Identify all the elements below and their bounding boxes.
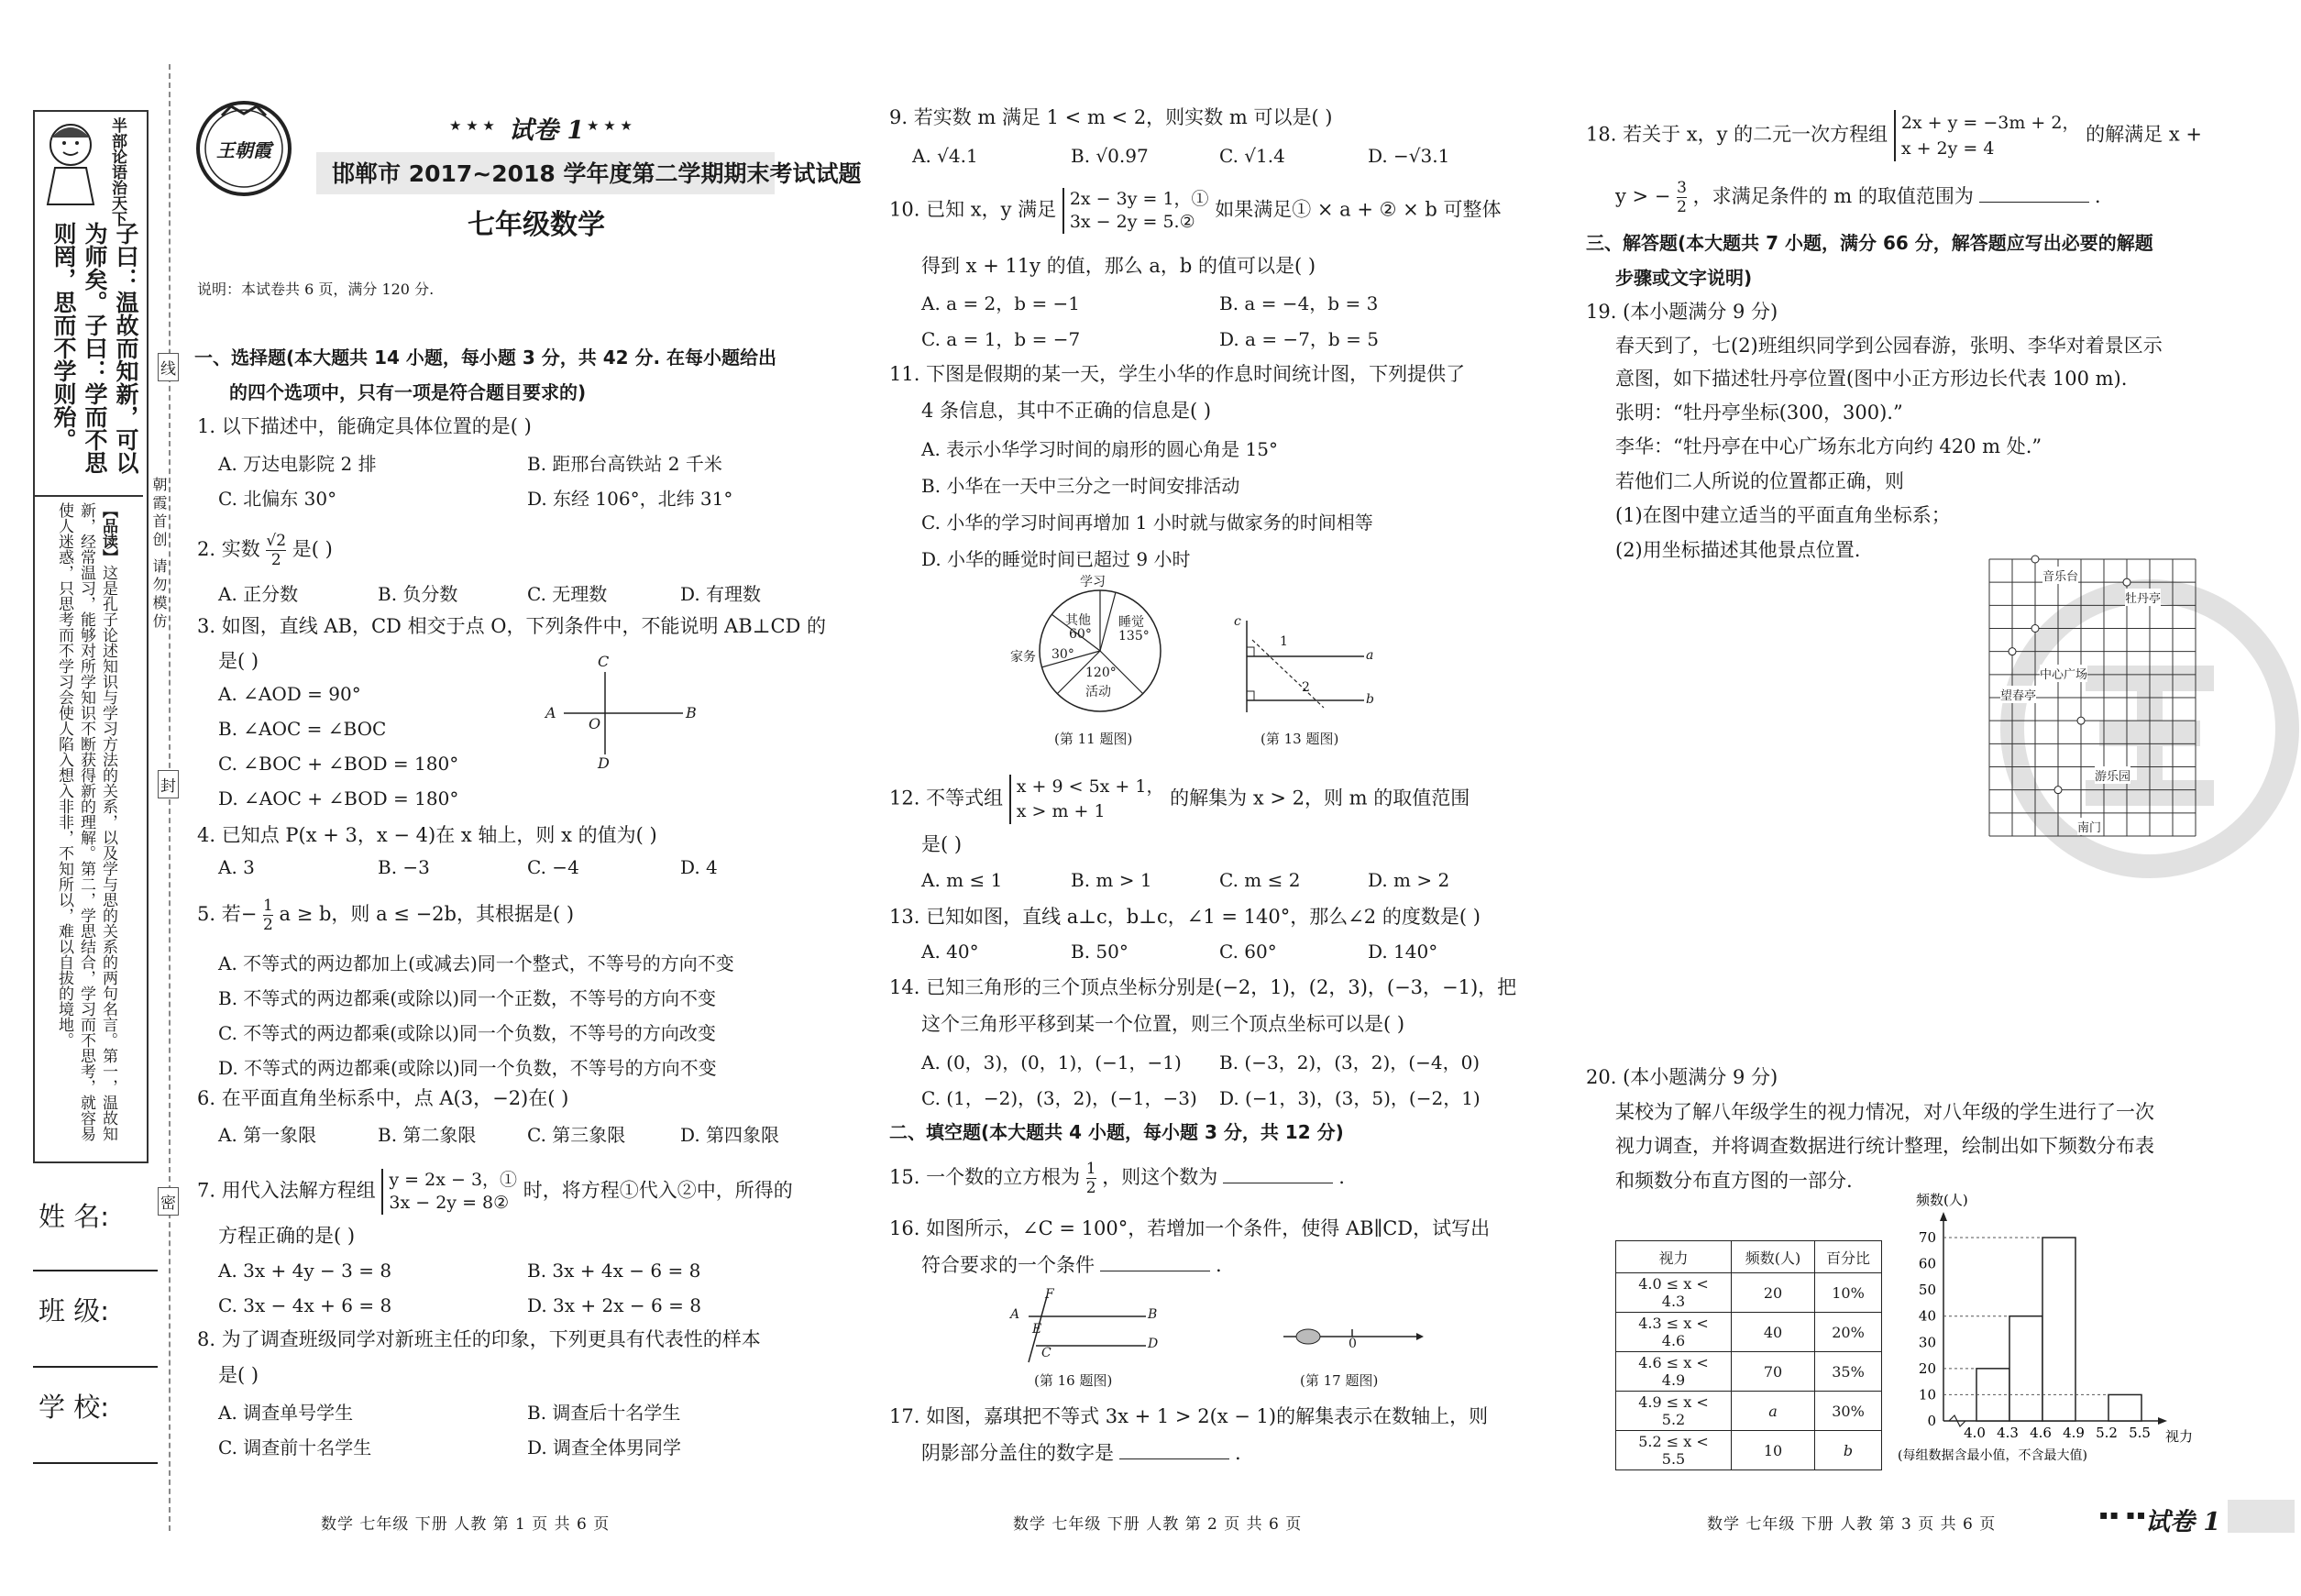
q12-stem [889, 775, 1470, 824]
sidebar-commentary [53, 502, 119, 1144]
q12-suffix: 的解集为 x > 2，则 m 的取值范围 [1170, 787, 1470, 809]
table-cell: 35% [1815, 1352, 1882, 1392]
map-label-music: 音乐台 [2042, 567, 2078, 584]
q2-option-d[interactable]: D. 有理数 [680, 583, 762, 605]
q18-eq2: x + 2y = 4 [1900, 138, 1995, 159]
q10-eq1: 2x − 3y = 1，① [1069, 189, 1209, 209]
seal-mark-3: 密 [158, 1187, 179, 1216]
q15-frac-den: 2 [1085, 1179, 1096, 1197]
q1-stem: 1. 以下描述中，能确定具体位置的是( ) [197, 415, 532, 437]
q6-option-d[interactable]: D. 第四象限 [680, 1124, 780, 1146]
histogram-note: (每组数据含最小值，不含最大值) [1898, 1448, 2087, 1463]
fig11-label-activity-deg: 120° [1085, 666, 1117, 680]
fig11-label-sleep-deg: 135° [1118, 629, 1150, 644]
table-row [1616, 1273, 1882, 1313]
fig11-pie-chart [999, 576, 1183, 722]
q7-prefix: 7. 用代入法解方程组 [197, 1179, 376, 1202]
q9-option-d[interactable]: D. −√3.1 [1368, 145, 1450, 167]
map-label-peony: 牡丹亭 [2125, 589, 2161, 606]
table-cell: 10% [1815, 1273, 1882, 1313]
q19-heading: 19. (本小题满分 9 分) [1586, 301, 1778, 323]
school-field[interactable] [33, 1462, 158, 1464]
fig11-label-other-deg: 60° [1069, 627, 1092, 642]
q3-option-a[interactable]: A. ∠AOD = 90° [218, 683, 361, 705]
fig16-label-b: B [1148, 1307, 1158, 1322]
q8-option-d[interactable]: D. 调查全体男同学 [527, 1436, 682, 1458]
q8-option-c[interactable]: C. 调查前十名学生 [218, 1436, 372, 1458]
q14-stem-cont: 这个三角形平移到某一个位置，则三个顶点坐标可以是( ) [921, 1013, 1405, 1035]
fig11-caption: (第 11 题图) [1054, 731, 1133, 747]
table-cell: 40 [1732, 1313, 1815, 1352]
header-tag-stars-icon: ★ ★ ★ [449, 117, 495, 134]
brand-logo-text: 王朝霞 [216, 139, 271, 161]
table-cell: 4.0 ≤ x < 4.3 [1616, 1273, 1732, 1313]
q15-fraction [1086, 1160, 1096, 1197]
q19-map-grid [1989, 559, 2196, 836]
q18-stem-cont: y > − $\frac{3}{2}$ ，求满足条件的 m 的取值范围为 . [1615, 179, 2101, 216]
histogram-y-tick: 50 [1918, 1282, 1936, 1299]
table-cell: 30% [1815, 1392, 1882, 1431]
q18-frac-num: 3 [1677, 179, 1687, 197]
histogram-y-tick: 30 [1918, 1334, 1936, 1351]
q12-option-d[interactable]: D. m > 2 [1368, 869, 1450, 891]
exam-note: 说明：本试卷共 6 页，满分 120 分. [197, 281, 435, 298]
fig16-label-a: A [1010, 1307, 1020, 1322]
fig11-label-sleep: 睡觉 [1118, 615, 1144, 630]
q5-frac-den: 2 [263, 916, 273, 934]
fig16-figure [1008, 1287, 1173, 1364]
footer-paper-tag: 试卷 1 [2145, 1508, 2221, 1536]
fig13-label-1: 1 [1280, 634, 1288, 649]
q18-system [1894, 110, 2080, 161]
q14-stem: 14. 已知三角形的三个顶点坐标分别是(−2，1)，(2，3)，(−3，−1)，把 [889, 976, 1517, 998]
map-label-wangchun: 望春亭 [2000, 686, 2036, 703]
sidebar-divider [35, 495, 143, 497]
school-label: 学 校: [39, 1392, 109, 1423]
q13-option-b[interactable]: B. 50° [1071, 941, 1128, 963]
histogram-y-tick: 20 [1918, 1359, 1936, 1377]
fig11-label-activity: 活动 [1085, 685, 1111, 699]
table-header-row [1616, 1241, 1882, 1273]
sidebar-motto-tag: 半部论语治天下 [108, 117, 127, 226]
q1-option-b[interactable]: B. 距邢台高铁站 2 千米 [527, 453, 722, 475]
histogram-bar [2042, 1238, 2075, 1421]
class-field[interactable] [33, 1366, 158, 1368]
section1-heading: 一、选择题(本大题共 14 小题，每小题 3 分，共 42 分. 在每小题给出 [194, 347, 777, 369]
section3-heading: 三、解答题(本大题共 7 小题，满分 66 分，解答题应写出必要的解题 [1586, 232, 2153, 254]
fig17-zero-label: 0 [1349, 1337, 1357, 1351]
map-point-peony [2123, 578, 2130, 586]
fig17-caption: (第 17 题图) [1300, 1372, 1379, 1389]
fig16-label-c: C [1041, 1346, 1051, 1360]
q10-option-d[interactable]: D. a = −7，b = 5 [1219, 328, 1379, 350]
q7-option-b[interactable]: B. 3x + 4x − 6 = 8 [527, 1260, 701, 1282]
q4-option-a[interactable]: A. 3 [218, 856, 255, 878]
q9-option-b[interactable]: B. √0.97 [1071, 145, 1149, 167]
q7-eq1: y = 2x − 3，① [389, 1170, 518, 1190]
q2-option-b[interactable]: B. 负分数 [378, 583, 458, 605]
q2-option-a[interactable]: A. 正分数 [218, 583, 299, 605]
q7-option-a[interactable]: A. 3x + 4y − 3 = 8 [218, 1260, 392, 1282]
q1-option-d[interactable]: D. 东经 106°，北纬 31° [527, 488, 733, 510]
map-point-center [2031, 625, 2039, 633]
fig13-caption: (第 13 题图) [1261, 731, 1339, 747]
histogram-x-tick: 5.5 [2129, 1425, 2151, 1441]
q4-stem: 4. 已知点 P(x + 3，x − 4)在 x 轴上，则 x 的值为( ) [197, 824, 657, 846]
table-row [1616, 1313, 1882, 1352]
histogram-y-tick: 0 [1927, 1413, 1936, 1429]
seal-mark-2: 封 [158, 770, 179, 798]
q19-line4: 李华：“牡丹亭在中心广场东北方向约 420 m 处.” [1615, 435, 2042, 457]
table-cell: 20% [1815, 1313, 1882, 1352]
q19-line7: (2)用坐标描述其他景点位置. [1615, 539, 1861, 561]
sidebar-quote: 子曰：温故而知新，可以为师矣。子曰：学而不思则罔，思而不学则殆。 [50, 222, 139, 474]
q5-prefix: 5. 若− [197, 903, 258, 925]
fig13-label-b: b [1366, 692, 1374, 707]
q14-option-d[interactable]: D. (−1，3)，(3，5)，(−2，1) [1219, 1087, 1481, 1109]
q3-option-d[interactable]: D. ∠AOC + ∠BOD = 180° [218, 787, 459, 809]
fig11-label-other: 其他 [1065, 613, 1091, 628]
q3-label-a: A [545, 704, 556, 721]
q2-suffix: 是( ) [292, 538, 333, 560]
map-point-music [2031, 556, 2039, 563]
exam-title: 邯郸市 2017~2018 学年度第二学期期末考试试题 [332, 160, 862, 187]
table-cell: 5.2 ≤ x < 5.5 [1616, 1431, 1732, 1470]
table-cell: a [1732, 1392, 1815, 1431]
q18-frac-den: 2 [1677, 198, 1687, 216]
q5-frac-num: 1 [263, 897, 273, 915]
histogram-x-tick: 4.9 [2063, 1425, 2085, 1441]
q10-stem-cont: 得到 x + 11y 的值，那么 a，b 的值可以是( ) [921, 255, 1316, 277]
histogram-y-label: 频数(人) [1916, 1192, 1968, 1208]
q17-stem-text: 阴影部分盖住的数字是 [921, 1442, 1114, 1464]
q20-line2: 视力调查，并将调查数据进行统计整理，绘制出如下频数分布表 [1615, 1135, 2154, 1157]
page2-footer: 数学 七年级 下册 人教 第 2 页 共 6 页 [1013, 1515, 1303, 1534]
q10-eq2: 3x − 2y = 5.② [1069, 212, 1195, 232]
histogram-chart [1888, 1192, 2200, 1494]
q9-option-a[interactable]: A. √4.1 [912, 145, 978, 167]
name-field[interactable] [33, 1270, 158, 1271]
q11-stem-cont: 4 条信息，其中不正确的信息是( ) [921, 400, 1212, 422]
q6-option-a[interactable]: A. 第一象限 [218, 1124, 317, 1146]
histogram-x-tick: 5.2 [2096, 1425, 2118, 1441]
q8-option-b[interactable]: B. 调查后十名学生 [527, 1402, 681, 1424]
q5-fraction [263, 897, 273, 934]
q7-system [381, 1169, 517, 1215]
q8-stem-cont: 是( ) [218, 1364, 259, 1386]
histogram-y-tick: 60 [1918, 1255, 1936, 1272]
q5-option-b[interactable]: B. 不等式的两边都乘(或除以)同一个正数，不等号的方向不变 [218, 987, 717, 1009]
q18-prefix: 18. 若关于 x，y 的二元一次方程组 [1586, 123, 1888, 146]
map-point-amuse [2077, 717, 2085, 724]
q3-option-b[interactable]: B. ∠AOC = ∠BOC [218, 718, 387, 740]
histogram-y-tick: 40 [1918, 1307, 1936, 1325]
q6-option-b[interactable]: B. 第二象限 [378, 1124, 477, 1146]
q2-frac-den: 2 [270, 551, 281, 569]
q9-stem: 9. 若实数 m 满足 1 < m < 2，则实数 m 可以是( ) [889, 106, 1333, 128]
q10-system [1062, 188, 1209, 234]
footer-tag-bar [2228, 1500, 2295, 1533]
q14-option-b[interactable]: B. (−3，2)，(3，2)，(−4，0) [1219, 1051, 1481, 1073]
q10-option-b[interactable]: B. a = −4，b = 3 [1219, 292, 1379, 314]
q7-option-c[interactable]: C. 3x − 4x + 6 = 8 [218, 1294, 392, 1316]
frequency-table [1615, 1240, 1882, 1470]
table-cell: 20 [1732, 1273, 1815, 1313]
q17-answer-blank[interactable] [1119, 1458, 1229, 1459]
q12-system [1009, 775, 1164, 824]
q4-option-d[interactable]: D. 4 [680, 856, 718, 878]
q14-option-c[interactable]: C. (1，−2)，(3，2)，(−1，−3) [921, 1087, 1197, 1109]
table-row [1616, 1431, 1882, 1470]
q3-figure [541, 653, 706, 777]
q20-heading: 20. (本小题满分 9 分) [1586, 1066, 1778, 1088]
q1-option-a[interactable]: A. 万达电影院 2 排 [218, 453, 377, 475]
q4-option-c[interactable]: C. −4 [527, 856, 579, 878]
q18-cont-suffix: ，求满足条件的 m 的取值范围为 [1692, 185, 1974, 207]
q15-stem: 15. 一个数的立方根为 $\frac{1}{2}$ ，则这个数为 . [889, 1160, 1345, 1197]
brand-vertical-text: 朝霞首创 请勿模仿 [150, 477, 168, 633]
q10-option-c[interactable]: C. a = 1，b = −7 [921, 328, 1081, 350]
q1-option-c[interactable]: C. 北偏东 30° [218, 488, 337, 510]
q3-stem-cont: 是( ) [218, 650, 259, 672]
histogram-y-tick: 10 [1918, 1386, 1936, 1403]
table-header-cell: 频数(人) [1732, 1241, 1815, 1273]
sidebar-commentary-text: 这是孔子论述知识与学习方法的关系，以及学与思的关系的两句名言。第一，温故知新，经常温习，能够对所学知识不断获得新的理解。第二，学思结合，学习而不思考，就容易使人迷惑，只思考而不学习会使人陷入想入非非，不知所以，难以自拔的境地。 [55, 502, 117, 1141]
q5-option-d[interactable]: D. 不等式的两边都乘(或除以)同一个负数，不等号的方向不变 [218, 1057, 717, 1079]
q2-frac-num: √2 [266, 532, 287, 550]
fig16-label-d: D [1148, 1337, 1159, 1351]
histogram-x-arrow-icon [2158, 1417, 2167, 1425]
q10-suffix: 如果满足① × a + ② × b 可整体 [1215, 198, 1502, 221]
q12-eq2: x > m + 1 [1016, 801, 1106, 821]
q13-option-a[interactable]: A. 40° [921, 941, 979, 963]
q15-suffix: ，则这个数为 [1102, 1166, 1218, 1188]
q3-label-b: B [686, 704, 697, 721]
q19-line1: 春天到了，七(2)班组织同学到公园春游，张明、李华对着景区示 [1615, 335, 2163, 357]
fig13-figure [1228, 616, 1375, 717]
table-cell: 70 [1732, 1352, 1815, 1392]
page3-footer: 数学 七年级 下册 人教 第 3 页 共 6 页 [1707, 1515, 1997, 1534]
name-label: 姓 名: [39, 1201, 109, 1232]
table-cell: b [1815, 1431, 1882, 1470]
fig16-caption: (第 16 题图) [1034, 1372, 1113, 1389]
table-row [1616, 1392, 1882, 1431]
table-cell: 4.6 ≤ x < 4.9 [1616, 1352, 1732, 1392]
q17-stem: 17. 如图，嘉琪把不等式 3x + 1 > 2(x − 1)的解集表示在数轴上，则 [889, 1405, 1489, 1427]
table-cell: 4.3 ≤ x < 4.6 [1616, 1313, 1732, 1352]
map-label-center: 中心广场 [2040, 665, 2087, 682]
sidebar-commentary-title: 【品读】 [99, 502, 117, 565]
q16-stem-cont: 符合要求的一个条件 . [921, 1254, 1222, 1276]
q18-cont-prefix: y > − [1615, 185, 1671, 207]
q17-stem-cont: 阴影部分盖住的数字是 . [921, 1442, 1241, 1464]
q2-option-c[interactable]: C. 无理数 [527, 583, 608, 605]
table-header-cell: 视力 [1616, 1241, 1732, 1273]
table-row [1616, 1352, 1882, 1392]
sidebar-mascot-icon [39, 117, 103, 209]
fig11-label-chores: 家务 [1010, 650, 1036, 665]
histogram-x-tick: 4.6 [2030, 1425, 2052, 1441]
q3-option-c[interactable]: C. ∠BOC + ∠BOD = 180° [218, 753, 459, 775]
fig13-label-2: 2 [1302, 680, 1310, 695]
section1-heading-cont: 的四个选项中，只有一项是符合题目要求的) [229, 381, 587, 403]
section2-heading: 二、填空题(本大题共 4 小题，每小题 3 分，共 12 分) [889, 1121, 1344, 1143]
q10-stem [889, 188, 1502, 234]
q11-option-d[interactable]: D. 小华的睡觉时间已超过 9 小时 [921, 548, 1191, 570]
q11-option-a[interactable]: A. 表示小华学习时间的扇形的圆心角是 15° [921, 438, 1278, 460]
histogram-bar [2009, 1316, 2042, 1421]
paper-tag: 试卷 1 [509, 116, 585, 145]
q18-stem [1586, 110, 2202, 161]
q6-option-c[interactable]: C. 第三象限 [527, 1124, 626, 1146]
footer-dots-icon: ▪▪ ▪▪ [2099, 1508, 2148, 1523]
q12-stem-cont: 是( ) [921, 833, 963, 855]
q12-prefix: 12. 不等式组 [889, 787, 1004, 809]
q6-stem: 6. 在平面直角坐标系中，点 A(3，−2)在( ) [197, 1087, 569, 1109]
q19-line5: 若他们二人所说的位置都正确，则 [1615, 470, 1904, 492]
q9-option-c[interactable]: C. √1.4 [1219, 145, 1285, 167]
map-point-south [2054, 787, 2062, 794]
brand-logo [194, 99, 293, 198]
histogram-y-arrow-icon [1940, 1212, 1947, 1221]
q15-frac-num: 1 [1085, 1160, 1096, 1178]
q5-stem [197, 897, 574, 934]
fig16-label-e: E [1032, 1322, 1042, 1337]
q13-option-c[interactable]: C. 60° [1219, 941, 1277, 963]
q12-eq1: x + 9 < 5x + 1， [1016, 776, 1164, 797]
q11-option-c[interactable]: C. 小华的学习时间再增加 1 小时就与做家务的时间相等 [921, 512, 1373, 534]
q7-stem [197, 1169, 793, 1215]
q18-fraction [1677, 179, 1687, 216]
seal-mark-1: 线 [158, 353, 179, 381]
q3-label-o: O [589, 715, 601, 732]
q13-option-d[interactable]: D. 140° [1368, 941, 1438, 963]
q5-suffix: a ≥ b，则 a ≤ −2b，其根据是( ) [279, 903, 575, 925]
q5-option-c[interactable]: C. 不等式的两边都乘(或除以)同一个负数，不等号的方向改变 [218, 1022, 716, 1044]
class-label: 班 级: [39, 1295, 109, 1326]
q7-option-d[interactable]: D. 3x + 2x − 6 = 8 [527, 1294, 701, 1316]
fig17-figure [1279, 1320, 1426, 1357]
q20-line3: 和频数分布直方图的一部分. [1615, 1170, 1853, 1192]
q19-line3: 张明：“牡丹亭坐标(300，300).” [1615, 402, 1903, 424]
map-label-amuse: 游乐园 [2095, 766, 2130, 784]
q3-stem: 3. 如图，直线 AB，CD 相交于点 O，下列条件中，不能说明 AB⊥CD 的 [197, 615, 827, 637]
map-label-south: 南门 [2077, 818, 2101, 835]
q18-eq1: 2x + y = −3m + 2， [1900, 113, 2080, 133]
q12-option-c[interactable]: C. m ≤ 2 [1219, 869, 1301, 891]
q18-suffix: 的解满足 x + [2086, 123, 2202, 146]
q7-suffix: 时，将方程①代入②中，所得的 [523, 1179, 793, 1202]
histogram-bar [2108, 1394, 2141, 1421]
fig13-label-a: a [1366, 648, 1374, 663]
q16-stem-text: 符合要求的一个条件 [921, 1254, 1095, 1276]
table-cell: 10 [1732, 1431, 1815, 1470]
q15-prefix: 15. 一个数的立方根为 [889, 1166, 1081, 1188]
histogram-x-tick: 4.3 [1997, 1425, 2019, 1441]
fig16-label-f: F [1045, 1287, 1054, 1302]
q5-option-a[interactable]: A. 不等式的两边都加上(或减去)同一个整式，不等号的方向不变 [218, 952, 734, 974]
q16-stem: 16. 如图所示，∠C = 100°，若增加一个条件，使得 AB∥CD，试写出 [889, 1217, 1491, 1239]
q19-line6: (1)在图中建立适当的平面直角坐标系； [1615, 504, 1951, 526]
q14-option-a[interactable]: A. (0，3)，(0，1)，(−1，−1) [921, 1051, 1182, 1073]
subject-title: 七年级数学 [468, 209, 605, 241]
fig13-label-c: c [1234, 614, 1241, 629]
table-cell: 4.9 ≤ x < 5.2 [1616, 1392, 1732, 1431]
q2-fraction [266, 532, 286, 569]
q12-option-a[interactable]: A. m ≤ 1 [921, 869, 1003, 891]
q7-stem-cont: 方程正确的是( ) [218, 1225, 356, 1247]
q3-label-d: D [598, 754, 610, 772]
q19-line2: 意图，如下描述牡丹亭位置(图中小正方形边长代表 100 m). [1615, 368, 2128, 390]
q10-prefix: 10. 已知 x，y 满足 [889, 198, 1057, 221]
q20-line1: 某校为了解八年级学生的视力情况，对八年级的学生进行了一次 [1615, 1101, 2154, 1123]
q2-prefix: 2. 实数 [197, 538, 260, 560]
q10-option-a[interactable]: A. a = 2，b = −1 [921, 292, 1081, 314]
q13-stem: 13. 已知如图，直线 a⊥c，b⊥c，∠1 = 140°，那么∠2 的度数是( ) [889, 906, 1481, 928]
q3-label-c: C [598, 653, 610, 670]
q11-stem: 11. 下图是假期的某一天，学生小华的作息时间统计图，下列提供了 [889, 363, 1466, 385]
map-point-wangchun [2009, 648, 2016, 655]
section3-heading-cont: 步骤或文字说明) [1615, 267, 1753, 289]
q11-option-b[interactable]: B. 小华在一天中三分之一时间安排活动 [921, 475, 1240, 497]
histogram-y-tick: 70 [1918, 1229, 1936, 1246]
q7-eq2: 3x − 2y = 8② [389, 1193, 510, 1213]
q8-stem: 8. 为了调查班级同学对新班主任的印象，下列更具有代表性的样本 [197, 1328, 761, 1350]
fig11-label-study: 学习 [1080, 575, 1106, 589]
table-header-cell: 百分比 [1815, 1241, 1882, 1273]
histogram-x-label: 视力 [2165, 1428, 2194, 1445]
histogram-x-tick: 4.0 [1964, 1425, 1986, 1441]
q12-option-b[interactable]: B. m > 1 [1071, 869, 1152, 891]
q8-option-a[interactable]: A. 调查单号学生 [218, 1402, 354, 1424]
q18-answer-blank[interactable] [1979, 202, 2089, 203]
header-tag-stars-right-icon: ★ ★ ★ [587, 117, 633, 134]
page1-footer: 数学 七年级 下册 人教 第 1 页 共 6 页 [321, 1515, 611, 1534]
q4-option-b[interactable]: B. −3 [378, 856, 430, 878]
q2-stem [197, 532, 333, 569]
fig11-label-chores-deg: 30° [1051, 647, 1074, 662]
